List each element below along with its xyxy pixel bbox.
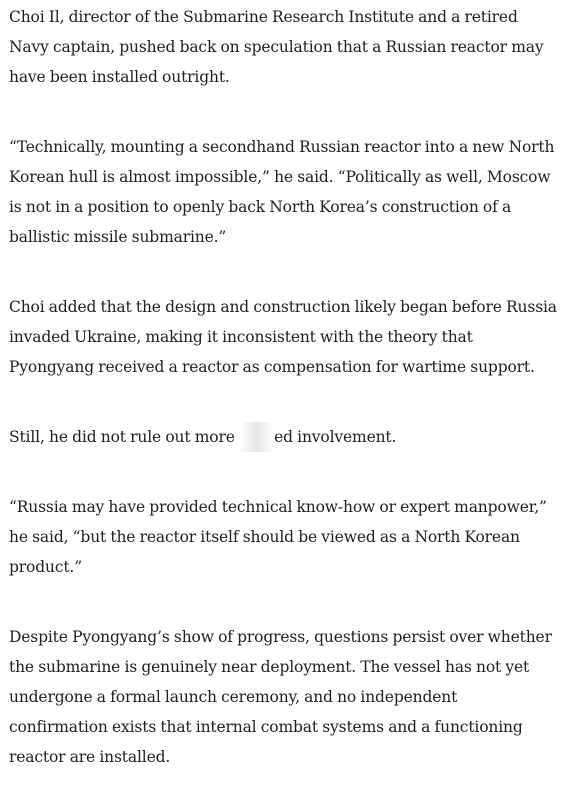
paragraph-choi-il-intro: Choi Il, director of the Submarine Research Institute and a retired Navy captain, pushed back on speculation that a Russian reactor may have been installed outright.	[9, 8, 544, 86]
paragraph-text-after: ed involvement.	[274, 428, 397, 446]
paragraph-text-before: Still, he did not rule out more	[9, 428, 240, 446]
paragraph-deployment-questions: Despite Pyongyang’s show of progress, questions persist over whether the submarine is genuinely near deployment. The vessel has not yet undergone a formal launch ceremony, and no independent confirmation exists that internal combat systems and a functioning reactor are installed.	[9, 628, 552, 766]
paragraph-design-timeline: Choi added that the design and construction likely began before Russia invaded Ukraine, making it inconsistent with the theory that Pyongyang received a reactor as compensation for wartime support.	[9, 298, 557, 376]
article-body	[9, 2, 559, 812]
paragraph-russia-quote: “Russia may have provided technical know-how or expert manpower,” he said, “but the reactor itself should be viewed as a North Korean product.”	[9, 498, 547, 576]
obscured-text	[239, 422, 274, 452]
paragraph-technical-quote: “Technically, mounting a secondhand Russian reactor into a new North Korean hull is almost impossible,” he said. “Politically as well, Moscow is not in a position to openly back North Korea’s construction of a ballistic missile submarine.”	[9, 138, 555, 246]
paragraph-limited-involvement	[9, 422, 559, 452]
